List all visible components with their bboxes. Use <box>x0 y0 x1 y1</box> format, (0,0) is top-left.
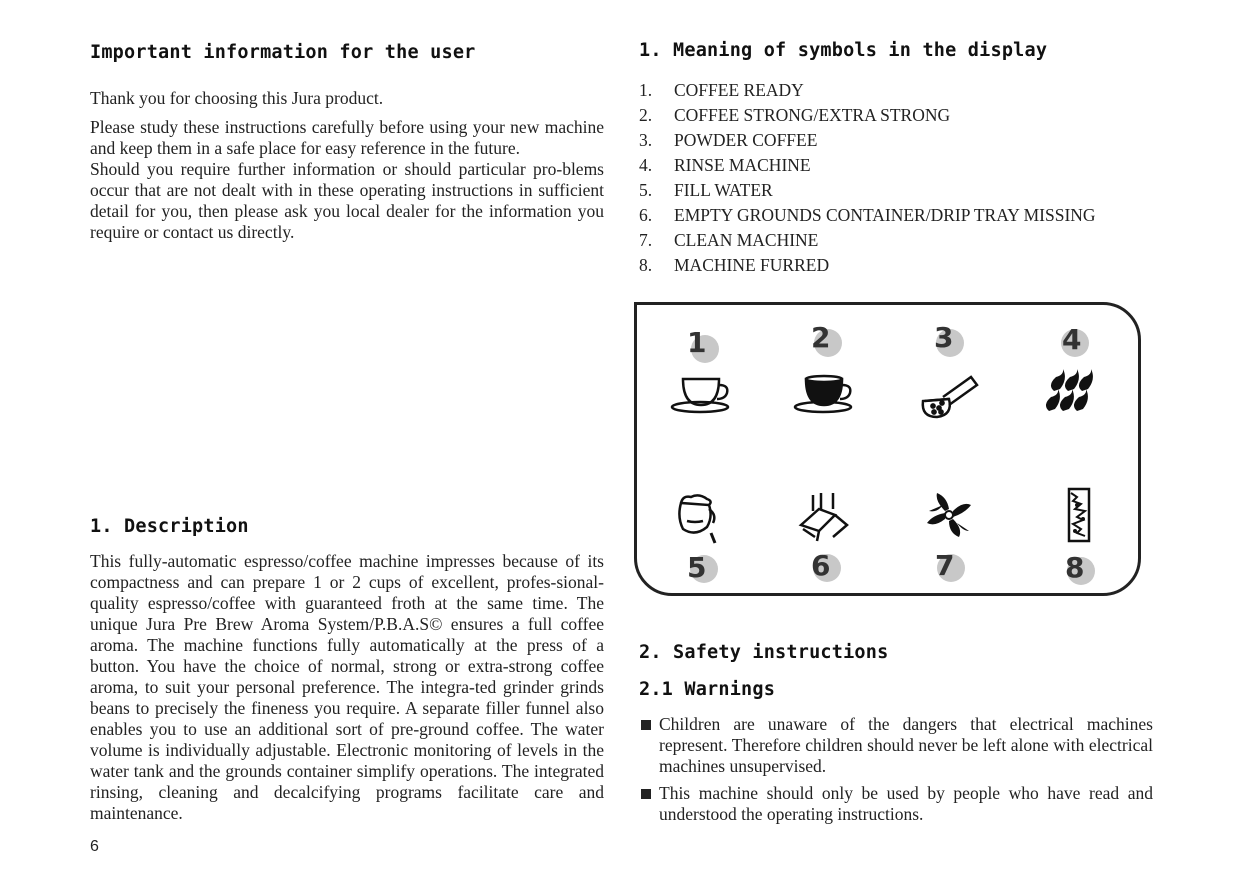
display-number-8: 8 <box>1065 551 1085 584</box>
clean-machine-icon <box>927 493 971 537</box>
intro-paragraph-further-info: Should you require further information or should particular pro-blems occur that are not dealt with in these operating instructions in sufficient detail for you, then please ask you local dealer for the information you require or contact us directly. <box>90 159 604 242</box>
description-heading: 1. Description <box>90 516 249 537</box>
list-item: 1. COFFEE READY <box>639 80 804 100</box>
description-section <box>90 516 604 824</box>
display-number-4: 4 <box>1062 323 1082 356</box>
list-item: 8. MACHINE FURRED <box>639 255 830 275</box>
list-item: 4. RINSE MACHINE <box>639 155 811 175</box>
intro-heading: Important information for the user <box>90 42 476 63</box>
list-item: This machine should only be used by people who have read and understood the operating instructions. <box>639 783 1153 825</box>
display-number-5: 5 <box>687 551 707 584</box>
warnings-list <box>639 714 1153 831</box>
descale-icon <box>1069 489 1089 541</box>
symbols-list <box>639 78 1153 278</box>
display-number-7: 7 <box>935 549 955 582</box>
intro-thanks: Thank you for choosing this Jura product. <box>90 88 384 108</box>
list-item: 5. FILL WATER <box>639 180 773 200</box>
display-number-1: 1 <box>687 326 707 359</box>
intro-paragraph-study: Please study these instructions carefully before using your new machine and keep them in a safe place for easy reference in the future. <box>90 117 604 158</box>
description-text: This fully-automatic espresso/coffee machine impresses because of its compactness and can prepare 1 or 2 cups of excellent, profes-sional-quality espresso/coffee with guaranteed froth at the same time. The unique Jura Pre Brew Aroma System/P.B.A.S© ensures a full coffee aroma. The machine functions fully automatically at the press of a button. You have the choice of normal, strong or extra-strong coffee aroma, to suit your personal preference. The integra-ted grinder grinds beans to precisely the fineness you require. A separate filler funnel also enables you to use an additional sort of pre-ground coffee. The water volume is individually adjustable. Electronic monitoring of levels in the water tank and the grounds container simplify operations. The integrated rinsing, cleaning and decalcifying programs facilitate care and maintenance. <box>90 551 604 823</box>
grounds-container-icon <box>801 493 847 541</box>
list-item: 7. CLEAN MACHINE <box>639 230 819 250</box>
display-number-3: 3 <box>934 321 954 354</box>
list-item: 3. POWDER COFFEE <box>639 130 818 150</box>
display-number-2: 2 <box>811 321 831 354</box>
page-number: 6 <box>90 838 99 855</box>
display-number-6: 6 <box>811 549 831 582</box>
square-bullet-icon <box>641 720 651 730</box>
intro-section <box>90 42 604 243</box>
water-jug-icon <box>679 495 715 543</box>
strong-coffee-cup-icon <box>795 376 851 412</box>
safety-heading: 2. Safety instructions <box>639 642 889 663</box>
symbols-heading: 1. Meaning of symbols in the display <box>639 40 1048 61</box>
display-panel-illustration <box>634 302 1141 596</box>
list-item: 2. COFFEE STRONG/EXTRA STRONG <box>639 105 951 125</box>
warnings-subheading: 2.1 Warnings <box>639 679 776 700</box>
coffee-cup-icon <box>672 379 728 412</box>
powder-scoop-icon <box>923 377 977 417</box>
symbols-section <box>639 40 1153 278</box>
square-bullet-icon <box>641 789 651 799</box>
list-item: Children are unaware of the dangers that electrical machines represent. Therefore children should never be left alone with electrical machines unsupervised. <box>639 714 1153 777</box>
rinse-drops-icon <box>1046 369 1093 411</box>
list-item: 6. EMPTY GROUNDS CONTAINER/DRIP TRAY MISSING <box>639 205 1096 225</box>
